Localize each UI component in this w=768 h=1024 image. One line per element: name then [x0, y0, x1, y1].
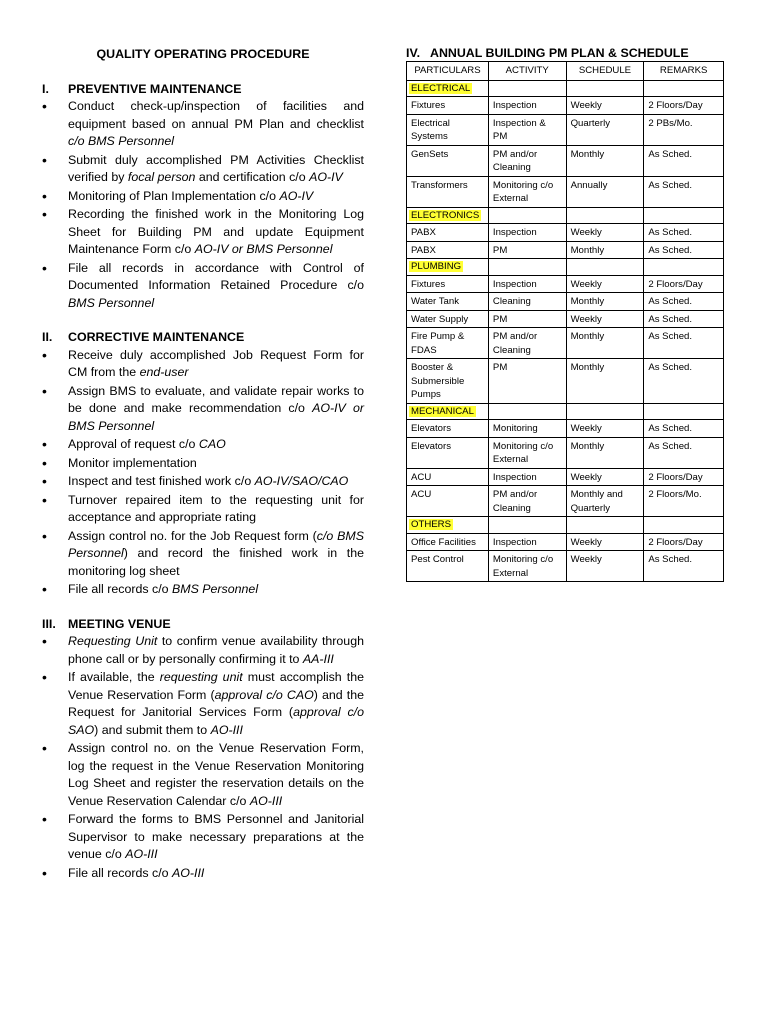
text-run: must accomplish the Venue Reservation Form ( — [68, 670, 364, 702]
activity-cell: Inspection — [488, 468, 566, 486]
empty-cell — [566, 80, 644, 97]
list-item-text — [68, 455, 364, 473]
column-header-particulars: PARTICULARS — [407, 62, 489, 81]
text-run: ) and record the finished work in the monitoring log sheet — [68, 546, 364, 578]
schedule-cell: Weekly — [566, 468, 644, 486]
list-item — [42, 633, 364, 668]
particulars-cell: ACU — [407, 486, 489, 517]
remarks-cell: As Sched. — [644, 293, 724, 311]
table-row — [407, 293, 724, 311]
pm-schedule-column — [406, 46, 724, 582]
list-item-text — [68, 669, 364, 739]
section-heading — [42, 616, 364, 634]
list-item-text — [68, 633, 364, 668]
bullet-icon: • — [42, 346, 47, 363]
table-row — [407, 224, 724, 242]
schedule-cell: Weekly — [566, 420, 644, 438]
schedule-title — [406, 46, 724, 60]
schedule-cell: Weekly — [566, 310, 644, 328]
schedule-cell: Monthly — [566, 293, 644, 311]
list-item — [42, 528, 364, 581]
activity-cell: Inspection — [488, 97, 566, 115]
category-cell — [407, 207, 489, 224]
section-heading-text: CORRECTIVE MAINTENANCE — [68, 330, 245, 344]
bullet-icon: • — [42, 811, 47, 827]
column-header-activity: ACTIVITY — [488, 62, 566, 81]
remarks-cell: As Sched. — [644, 437, 724, 468]
list-item — [42, 206, 364, 259]
list-item-text — [68, 188, 364, 206]
list-item-text — [68, 347, 364, 382]
emphasis-text: c/o BMS Personnel — [68, 134, 175, 148]
list-item — [42, 669, 364, 739]
activity-cell: PM — [488, 310, 566, 328]
category-label: ELECTRICAL — [411, 82, 471, 94]
table-header-row — [407, 62, 724, 81]
activity-cell: PM — [488, 359, 566, 404]
text-run: Assign control no. for the Job Request form ( — [68, 528, 317, 543]
table-row — [407, 97, 724, 115]
remarks-cell: 2 Floors/Mo. — [644, 486, 724, 517]
empty-cell — [644, 207, 724, 224]
schedule-cell: Weekly — [566, 97, 644, 115]
section-number: III. — [42, 616, 56, 631]
activity-cell: Monitoring c/o External — [488, 176, 566, 207]
section-spacer — [42, 313, 364, 329]
list-item — [42, 492, 364, 527]
activity-cell: Inspection — [488, 224, 566, 242]
particulars-cell: Water Tank — [407, 293, 489, 311]
remarks-cell: As Sched. — [644, 176, 724, 207]
text-run: Forward the forms to BMS Personnel and Janitorial Supervisor to make necessary preparations at the venue c/o — [68, 812, 364, 861]
activity-cell: Inspection & PM — [488, 114, 566, 145]
text-run: and certification c/o — [195, 170, 310, 184]
list-item-text — [68, 473, 364, 491]
table-row — [407, 145, 724, 176]
emphasis-text: focal person — [127, 170, 196, 184]
activity-cell: PM — [488, 241, 566, 259]
schedule-cell: Monthly — [566, 437, 644, 468]
remarks-cell: As Sched. — [644, 224, 724, 242]
bullet-icon: • — [42, 187, 47, 204]
category-label: ELECTRONICS — [411, 209, 480, 221]
list-item-text — [68, 581, 364, 599]
category-row — [407, 207, 724, 224]
emphasis-text: AO-III — [210, 722, 243, 737]
emphasis-text: AO-III — [249, 793, 283, 808]
remarks-cell: As Sched. — [644, 551, 724, 582]
emphasis-text: BMS Personnel — [171, 582, 259, 596]
text-run: Recording the finished work in the Monitoring Log Sheet for Building PM and update Equipment Maintenance Form c/o — [68, 207, 364, 256]
particulars-cell: Water Supply — [407, 310, 489, 328]
particulars-cell: Fixtures — [407, 275, 489, 293]
activity-cell: PM and/or Cleaning — [488, 486, 566, 517]
emphasis-text: AO-IV — [279, 188, 314, 203]
table-row — [407, 551, 724, 582]
text-run: Assign control no. on the Venue Reservation Form, log the request in the Venue Reservation Monitoring Log Sheet and register the reservation details on the Venue Reservation Calendar c/o — [68, 741, 364, 808]
activity-cell: Monitoring c/o External — [488, 551, 566, 582]
text-run: Receive duly accomplished Job Request Form for CM from the — [68, 347, 364, 379]
schedule-cell: Weekly — [566, 551, 644, 582]
list-item — [42, 811, 364, 864]
text-run: Conduct check-up/inspection of facilities and equipment based on annual PM Plan and checklist — [68, 99, 364, 131]
list-item — [42, 473, 364, 491]
particulars-cell: Elevators — [407, 437, 489, 468]
empty-cell — [488, 207, 566, 224]
section-number: II. — [42, 330, 53, 344]
schedule-cell: Weekly — [566, 533, 644, 551]
text-run: File all records in accordance with Control of Documented Information Retained Procedure c/o — [68, 260, 364, 292]
schedule-section-number: IV. — [406, 46, 421, 60]
table-row — [407, 486, 724, 517]
category-cell — [407, 80, 489, 97]
procedure-sections — [42, 81, 364, 883]
list-item — [42, 740, 364, 810]
remarks-cell: As Sched. — [644, 310, 724, 328]
category-row — [407, 259, 724, 276]
category-cell — [407, 517, 489, 534]
empty-cell — [566, 517, 644, 534]
particulars-cell: Elevators — [407, 420, 489, 438]
particulars-cell: Fixtures — [407, 97, 489, 115]
empty-cell — [566, 403, 644, 420]
bullet-icon: • — [42, 382, 47, 399]
list-item-text — [68, 811, 364, 864]
bullet-icon: • — [42, 436, 47, 452]
empty-cell — [488, 259, 566, 276]
table-row — [407, 359, 724, 404]
activity-cell: Inspection — [488, 275, 566, 293]
emphasis-text: AO-III — [125, 847, 158, 861]
list-item — [42, 152, 364, 187]
empty-cell — [488, 517, 566, 534]
activity-cell: Cleaning — [488, 293, 566, 311]
section-spacer — [42, 600, 364, 616]
text-run: Inspect and test finished work c/o — [68, 474, 255, 488]
remarks-cell: 2 PBs/Mo. — [644, 114, 724, 145]
table-row — [407, 114, 724, 145]
table-row — [407, 533, 724, 551]
column-header-remarks: REMARKS — [644, 62, 724, 81]
bullet-icon: • — [42, 633, 47, 649]
list-item — [42, 260, 364, 313]
emphasis-text: BMS Personnel — [68, 295, 155, 310]
section-number: I. — [42, 81, 49, 96]
text-run: Submit duly accomplished PM Activities Checklist verified by — [68, 152, 364, 184]
table-body — [407, 80, 724, 582]
particulars-cell: PABX — [407, 241, 489, 259]
activity-cell: PM and/or Cleaning — [488, 145, 566, 176]
text-run: If available, the — [68, 670, 160, 684]
pm-schedule-table — [406, 61, 724, 582]
emphasis-text: approval c/o CAO — [214, 687, 314, 702]
bullet-icon: • — [42, 740, 47, 756]
schedule-cell: Monthly and Quarterly — [566, 486, 644, 517]
list-item — [42, 581, 364, 599]
list-item-text — [68, 260, 364, 313]
category-row — [407, 80, 724, 97]
text-run: Approval of request c/o — [68, 437, 199, 451]
remarks-cell: 2 Floors/Day — [644, 468, 724, 486]
remarks-cell: 2 Floors/Day — [644, 275, 724, 293]
particulars-cell: GenSets — [407, 145, 489, 176]
emphasis-text: end-user — [139, 365, 189, 379]
text-run: ) and submit them to — [94, 722, 211, 737]
empty-cell — [566, 259, 644, 276]
table-row — [407, 310, 724, 328]
section-heading-text: PREVENTIVE MAINTENANCE — [68, 81, 242, 96]
category-cell — [407, 259, 489, 276]
category-label: PLUMBING — [411, 261, 462, 272]
list-item — [42, 436, 364, 454]
list-item — [42, 383, 364, 436]
schedule-cell: Weekly — [566, 275, 644, 293]
procedure-column — [42, 46, 364, 883]
text-run: Turnover repaired item to the requesting unit for acceptance and appropriate rating — [68, 492, 364, 524]
column-header-schedule: SCHEDULE — [566, 62, 644, 81]
emphasis-text: AO-III — [171, 865, 205, 880]
particulars-cell: PABX — [407, 224, 489, 242]
emphasis-text: approval c/o SAO — [68, 705, 364, 737]
bullet-icon: • — [42, 527, 47, 544]
text-run: to confirm venue availability through phone call or by personally confirming it to — [68, 634, 364, 666]
text-run: Monitoring of Plan Implementation c/o — [68, 188, 280, 203]
activity-cell: Monitoring c/o External — [488, 437, 566, 468]
bullet-icon: • — [42, 151, 47, 168]
empty-cell — [566, 207, 644, 224]
schedule-cell: Quarterly — [566, 114, 644, 145]
particulars-cell: Fire Pump & FDAS — [407, 328, 489, 359]
bullet-icon: • — [42, 864, 47, 881]
bullet-icon: • — [42, 259, 47, 276]
remarks-cell: 2 Floors/Day — [644, 533, 724, 551]
table-row — [407, 328, 724, 359]
empty-cell — [488, 403, 566, 420]
empty-cell — [644, 259, 724, 276]
list-item-text — [68, 436, 364, 454]
activity-cell: Inspection — [488, 533, 566, 551]
section-heading — [42, 81, 364, 99]
table-row — [407, 275, 724, 293]
list-item-text — [68, 206, 364, 259]
emphasis-text: requesting unit — [159, 670, 243, 684]
list-item — [42, 865, 364, 883]
list-item-text — [68, 152, 364, 187]
list-item — [42, 347, 364, 382]
category-row — [407, 517, 724, 534]
particulars-cell: ACU — [407, 468, 489, 486]
empty-cell — [488, 80, 566, 97]
category-label: OTHERS — [411, 519, 451, 530]
emphasis-text: CAO — [198, 437, 226, 451]
list-item — [42, 188, 364, 206]
list-item-text — [68, 492, 364, 527]
text-run: File all records c/o — [68, 582, 172, 596]
schedule-cell: Monthly — [566, 145, 644, 176]
list-item — [42, 98, 364, 151]
particulars-cell: Electrical Systems — [407, 114, 489, 145]
schedule-cell: Monthly — [566, 328, 644, 359]
section-heading — [42, 329, 364, 347]
schedule-cell: Weekly — [566, 224, 644, 242]
table-row — [407, 437, 724, 468]
emphasis-text: AO-IV — [309, 170, 343, 184]
particulars-cell: Office Facilities — [407, 533, 489, 551]
schedule-section-title: ANNUAL BUILDING PM PLAN & SCHEDULE — [430, 46, 689, 60]
list-item-text — [68, 528, 364, 581]
text-run: Monitor implementation — [68, 455, 197, 470]
emphasis-text: AO-IV or BMS Personnel — [194, 242, 333, 256]
remarks-cell: As Sched. — [644, 420, 724, 438]
empty-cell — [644, 403, 724, 420]
remarks-cell: As Sched. — [644, 241, 724, 259]
emphasis-text: c/o BMS Personnel — [68, 528, 364, 560]
bullet-icon: • — [42, 669, 47, 685]
remarks-cell: As Sched. — [644, 328, 724, 359]
document-title: QUALITY OPERATING PROCEDURE — [96, 47, 310, 61]
remarks-cell: As Sched. — [644, 145, 724, 176]
list-item-text — [68, 98, 364, 151]
activity-cell: PM and/or Cleaning — [488, 328, 566, 359]
remarks-cell: 2 Floors/Day — [644, 97, 724, 115]
bullet-icon: • — [42, 581, 47, 597]
category-row — [407, 403, 724, 420]
table-row — [407, 176, 724, 207]
list-item-text — [68, 740, 364, 810]
schedule-cell: Annually — [566, 176, 644, 207]
bullet-icon: • — [42, 206, 47, 222]
schedule-cell: Monthly — [566, 359, 644, 404]
text-run: File all records c/o — [68, 865, 172, 880]
activity-cell: Monitoring — [488, 420, 566, 438]
particulars-cell: Booster & Submersible Pumps — [407, 359, 489, 404]
emphasis-text: AA-III — [302, 651, 334, 666]
text-run: Assign BMS to evaluate, and validate repair works to be done and make recommendation c/o — [68, 383, 364, 415]
table-row — [407, 241, 724, 259]
table-row — [407, 468, 724, 486]
list-item — [42, 455, 364, 473]
empty-cell — [644, 80, 724, 97]
bullet-icon: • — [42, 473, 47, 489]
list-item-text — [68, 865, 364, 883]
particulars-cell: Pest Control — [407, 551, 489, 582]
emphasis-text: AO-IV/SAO/CAO — [254, 474, 349, 488]
schedule-cell: Monthly — [566, 241, 644, 259]
category-label: MECHANICAL — [411, 405, 474, 417]
text-run: ) and the Request for Janitorial Services Form ( — [68, 687, 364, 719]
empty-cell — [644, 517, 724, 534]
particulars-cell: Transformers — [407, 176, 489, 207]
list-item-text — [68, 383, 364, 436]
emphasis-text: Requesting Unit — [68, 634, 158, 648]
bullet-icon: • — [42, 98, 47, 114]
category-cell — [407, 403, 489, 420]
emphasis-text: AO-IV or BMS Personnel — [68, 401, 364, 433]
remarks-cell: As Sched. — [644, 359, 724, 404]
table-row — [407, 420, 724, 438]
bullet-icon: • — [42, 454, 47, 471]
section-heading-text: MEETING VENUE — [68, 616, 171, 631]
bullet-icon: • — [42, 491, 47, 508]
